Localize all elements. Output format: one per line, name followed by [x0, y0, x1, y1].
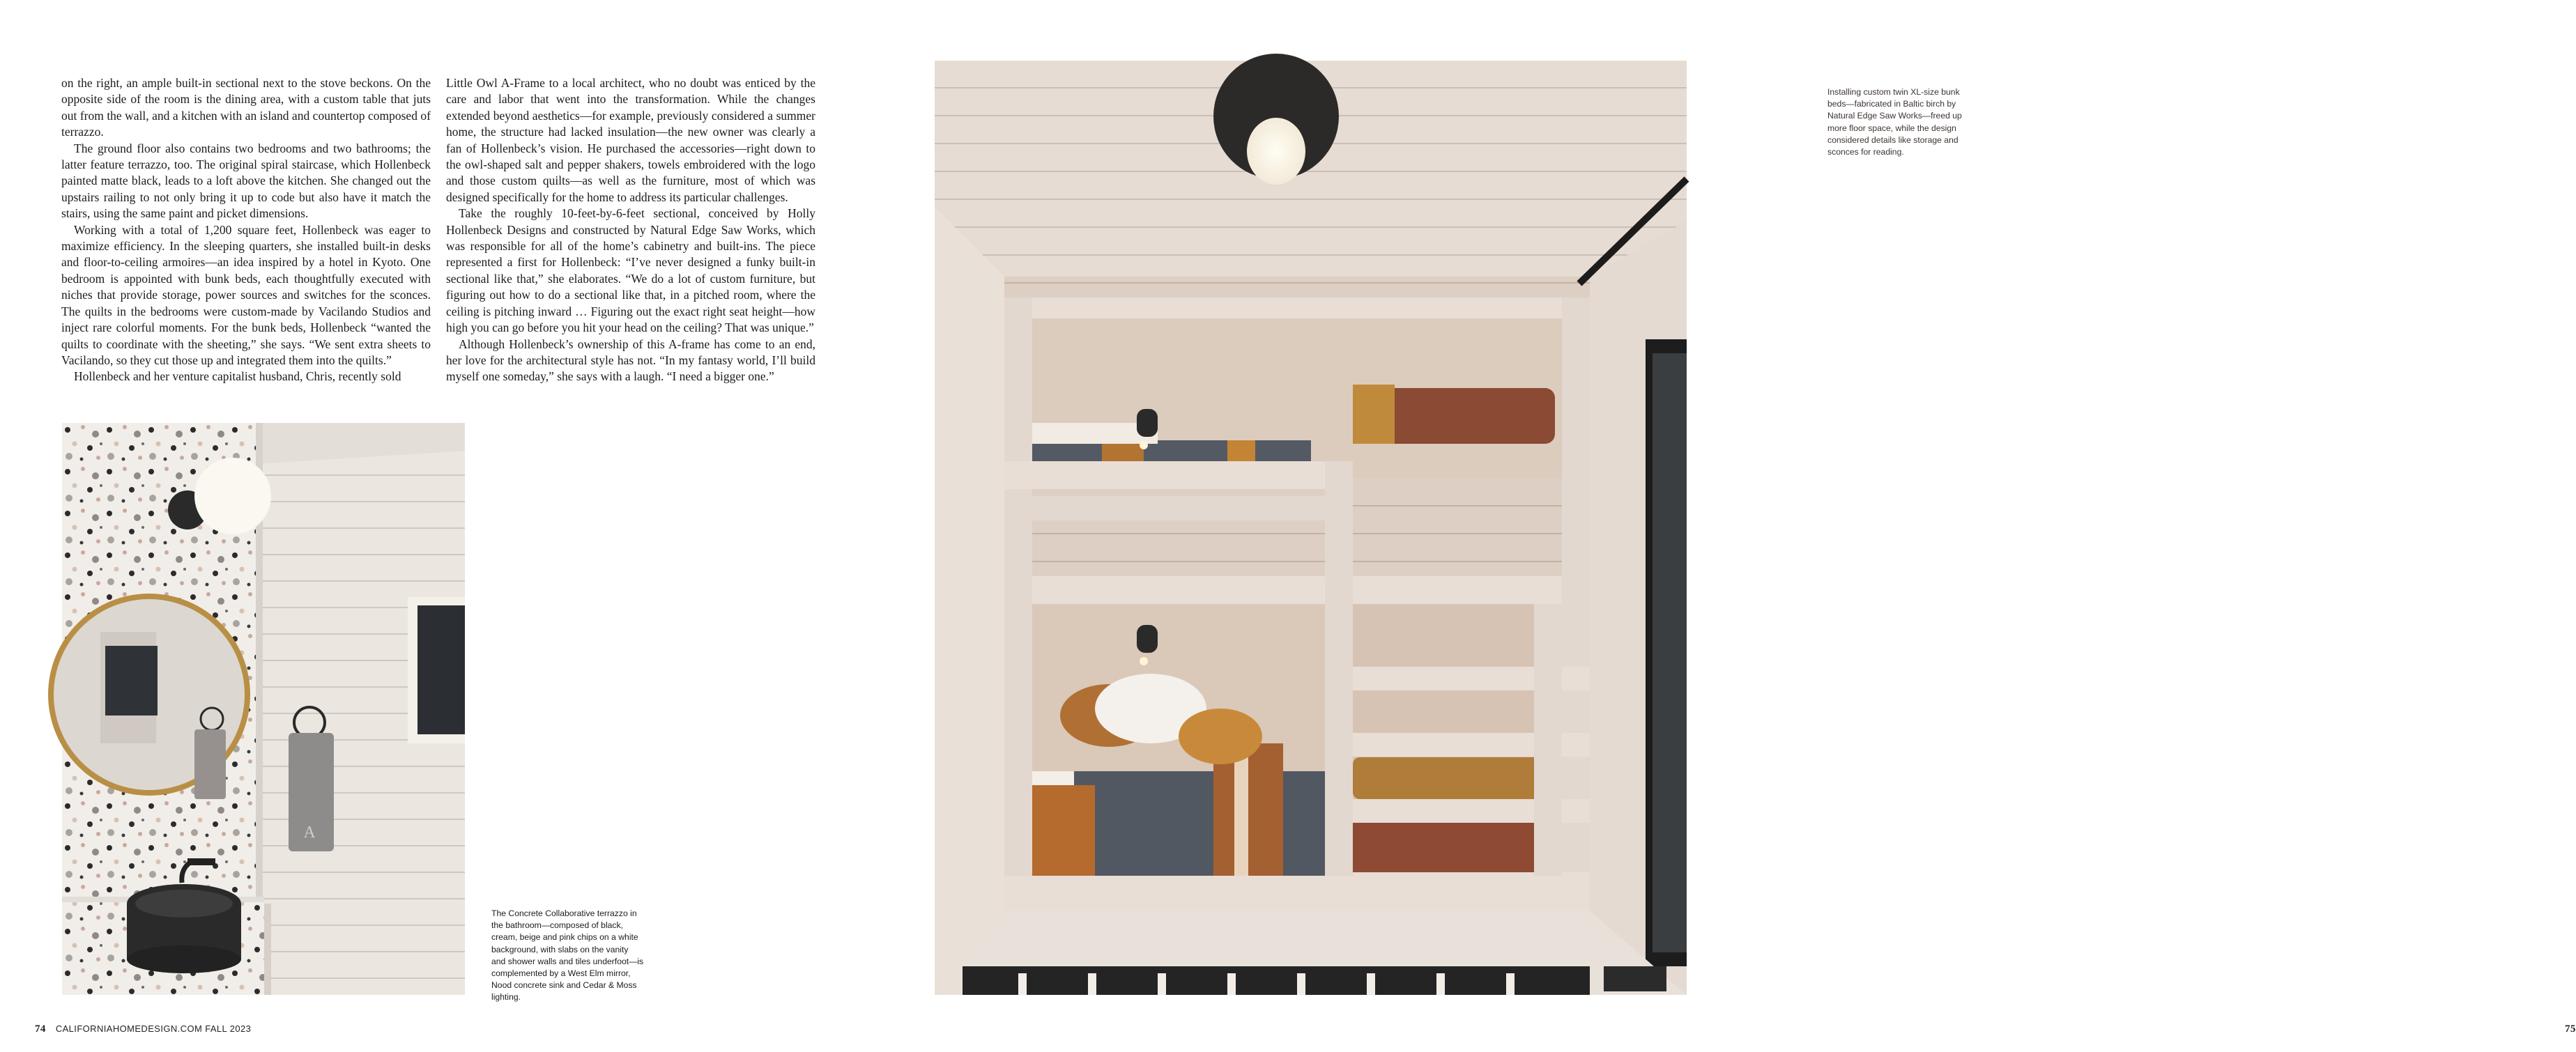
left-page	[0, 0, 871, 1052]
towel-monogram: A	[303, 823, 316, 842]
paragraph: Although Hollenbeck’s ownership of this A-frame has come to an end, her love for the architectural style has not. “In my fantasy world, I’ll build myself one someday,” she says with a laugh. “I need a bigger one.”	[446, 337, 815, 384]
article-column-2	[446, 75, 815, 385]
paragraph: Working with a total of 1,200 square feet, Hollenbeck was eager to maximize efficiency. In the sleeping quarters, she installed built-in desks and floor-to-ceiling armoires—an idea inspired by a hotel in Kyoto. One bedroom is appointed with bunk beds, each thoughtfully executed with niches that provide storage, power sources and switches for the sconces. The quilts in the bedrooms were custom-made by Vacilando Studios and inject rare colorful moments. For the bunk beds, Hollenbeck “wanted the quilts to coordinate with the sheeting,” she says. “We sent extra sheets to Vacilando, so they cut those up and integrated them into the quilts.”	[61, 222, 431, 367]
bunk-bed-photo	[935, 61, 1687, 995]
paragraph: Hollenbeck and her venture capitalist husband, Chris, recently sold	[74, 369, 401, 384]
bunk-bed-caption: Installing custom twin XL-size bunk beds—fabricated in Baltic birch by Natural Edge Saw Works—freed up more floor space, while the design considered details like storage and sconces for reading.	[1827, 87, 1962, 157]
paragraph: Little Owl A-Frame to a local architect, who no doubt was enticed by the care and labor that went into the transformation. While the changes extended beyond aesthetics—for example, previously considered a summer home, the structure had lacked insulation—the new owner was clearly a fan of Hollenbeck’s vision. He purchased the accessories—right down to the owl-shaped salt and pepper shakers, towels embroidered with the logo and those custom quilts—as well as the furniture, most of which was designed specifically for the home to address its particular challenges.	[446, 76, 815, 204]
paragraph: The ground floor also contains two bedrooms and two bathrooms; the latter feature terrazzo, too. The original spiral staircase, which Hollenbeck painted matte black, leads to a loft above the kitchen. She changed out the upstairs railing to not only bring it up to code but also have it match the stairs, using the same paint and picket dimensions.	[61, 141, 431, 221]
paragraph: on the right, an ample built-in sectional next to the stove beckons. On the opposite side of the room is the dining area, with a custom table that juts out from the wall, and a kitchen with an island and countertop composed of terrazzo.	[61, 76, 431, 139]
article-column-1	[61, 75, 431, 385]
right-page	[871, 0, 2576, 1052]
bathroom-photo	[62, 423, 465, 995]
publication-line: CALIFORNIAHOMEDESIGN.COM FALL 2023	[55, 1023, 252, 1034]
page-number: 74	[35, 1023, 46, 1035]
left-folio	[35, 1023, 251, 1035]
right-page-number: 75	[2565, 1023, 2576, 1035]
paragraph: Take the roughly 10-feet-by-6-feet sectional, conceived by Holly Hollenbeck Designs and constructed by Natural Edge Saw Works, which was responsible for all of the home’s cabinetry and built-ins. The piece represented a first for Hollenbeck: “I’ve never designed a funky built-in sectional like that,” she elaborates. “We do a lot of custom furniture, but figuring out how to do a sectional like that, in a pitched room, where the ceiling is pitching inward … Figuring out the exact right seat height—how high you can go before you hit your head on the ceiling? That was unique.”	[446, 206, 815, 335]
bathroom-caption: The Concrete Collaborative terrazzo in the bathroom—composed of black, cream, beige and pink chips on a white background, with slabs on the vanity and shower walls and tiles underfoot—is complemented by a West Elm mirror, Nood concrete sink and Cedar & Moss lighting.	[491, 908, 644, 1003]
